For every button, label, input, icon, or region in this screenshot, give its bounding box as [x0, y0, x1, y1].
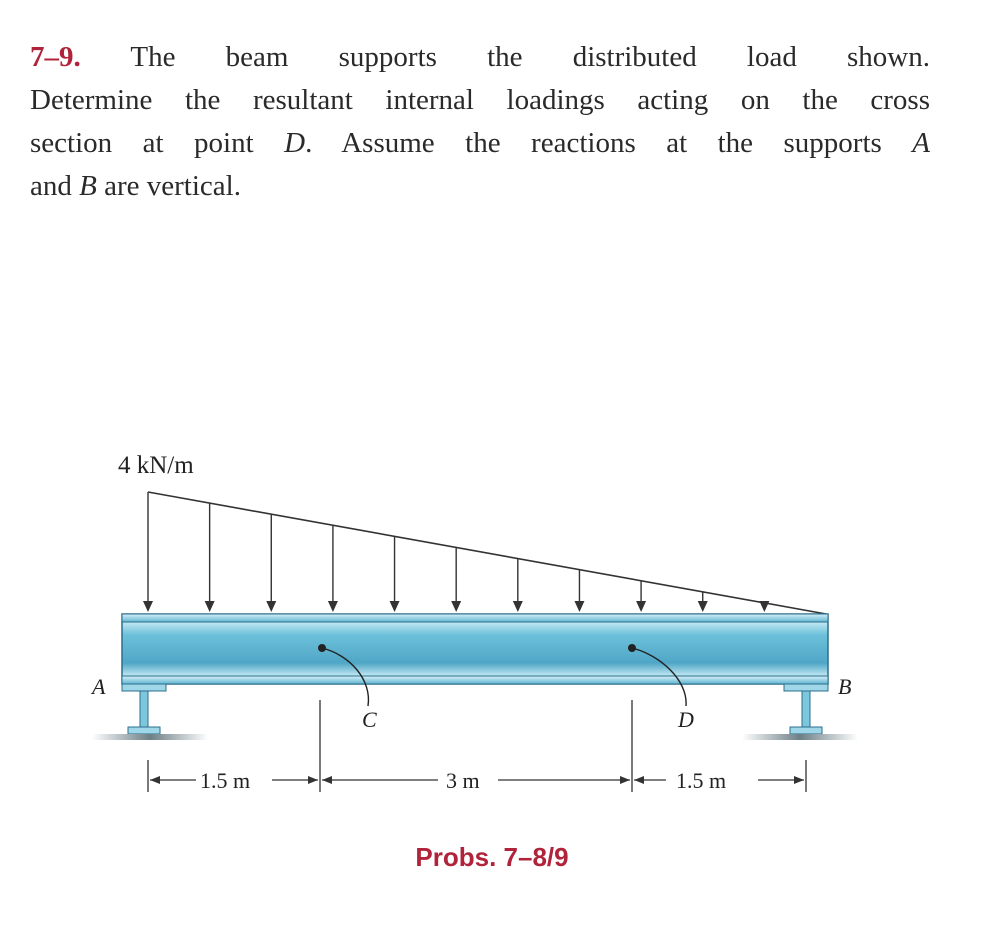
support-a-ref: A [912, 127, 931, 159]
beam-bottom-flange [122, 676, 828, 684]
load-arrow-head [266, 601, 276, 612]
dim-3-arrow-right [794, 776, 804, 784]
dim-1-arrow-right [308, 776, 318, 784]
point-d-ref: D [284, 127, 306, 159]
dim-3-label: 1.5 m [676, 768, 727, 793]
support-a-label: A [92, 674, 106, 699]
dim-2-arrow-right [620, 776, 630, 784]
support-a-top-plate [122, 684, 166, 691]
load-envelope-line [148, 492, 826, 614]
distributed-load [143, 492, 826, 614]
point-c-label: C [362, 707, 377, 732]
beam [122, 614, 828, 684]
load-arrow-head [390, 601, 400, 612]
load-arrow-head [513, 601, 523, 612]
load-arrow-head [759, 601, 769, 612]
load-arrows [143, 492, 769, 612]
beam-top-flange [122, 614, 828, 622]
dim-3-arrow-left [634, 776, 644, 784]
problem-line-3-pre: section at point [30, 127, 285, 159]
support-b-ref: B [79, 170, 97, 202]
dim-1-arrow-left [150, 776, 160, 784]
support-b-top-plate [784, 684, 828, 691]
support-b-label: B [838, 674, 852, 699]
load-arrow-head [328, 601, 338, 612]
problem-number: 7–9. [30, 41, 81, 73]
point-d-label: D [678, 707, 694, 732]
beam-body [122, 614, 828, 684]
load-arrow-head [698, 601, 708, 612]
load-arrow-head [143, 601, 153, 612]
problem-line-4-pre: and [30, 170, 80, 202]
load-intensity-label: 4 kN/m [118, 452, 194, 479]
load-arrow-head [636, 601, 646, 612]
problem-line-1-text: The beam supports the distributed load shown. [130, 41, 930, 73]
load-arrow-head [574, 601, 584, 612]
load-arrow-head [451, 601, 461, 612]
support-b-ground [742, 734, 858, 740]
dim-1-label: 1.5 m [200, 768, 251, 793]
figure-caption: Probs. 7–8/9 [415, 842, 569, 872]
problem-line-2: Determine the resultant internal loadings acting on the cross [30, 84, 930, 116]
dim-2-label: 3 m [446, 768, 480, 793]
load-arrow-head [205, 601, 215, 612]
dim-2-arrow-left [322, 776, 332, 784]
problem-line-3-mid: . Assume the reactions at the supports [305, 127, 913, 159]
support-a-web [140, 691, 148, 727]
problem-line-4-post: are vertical. [96, 170, 241, 202]
support-a-base-plate [128, 727, 160, 734]
support-a-ground [92, 734, 208, 740]
support-b-web [802, 691, 810, 727]
support-b-base-plate [790, 727, 822, 734]
